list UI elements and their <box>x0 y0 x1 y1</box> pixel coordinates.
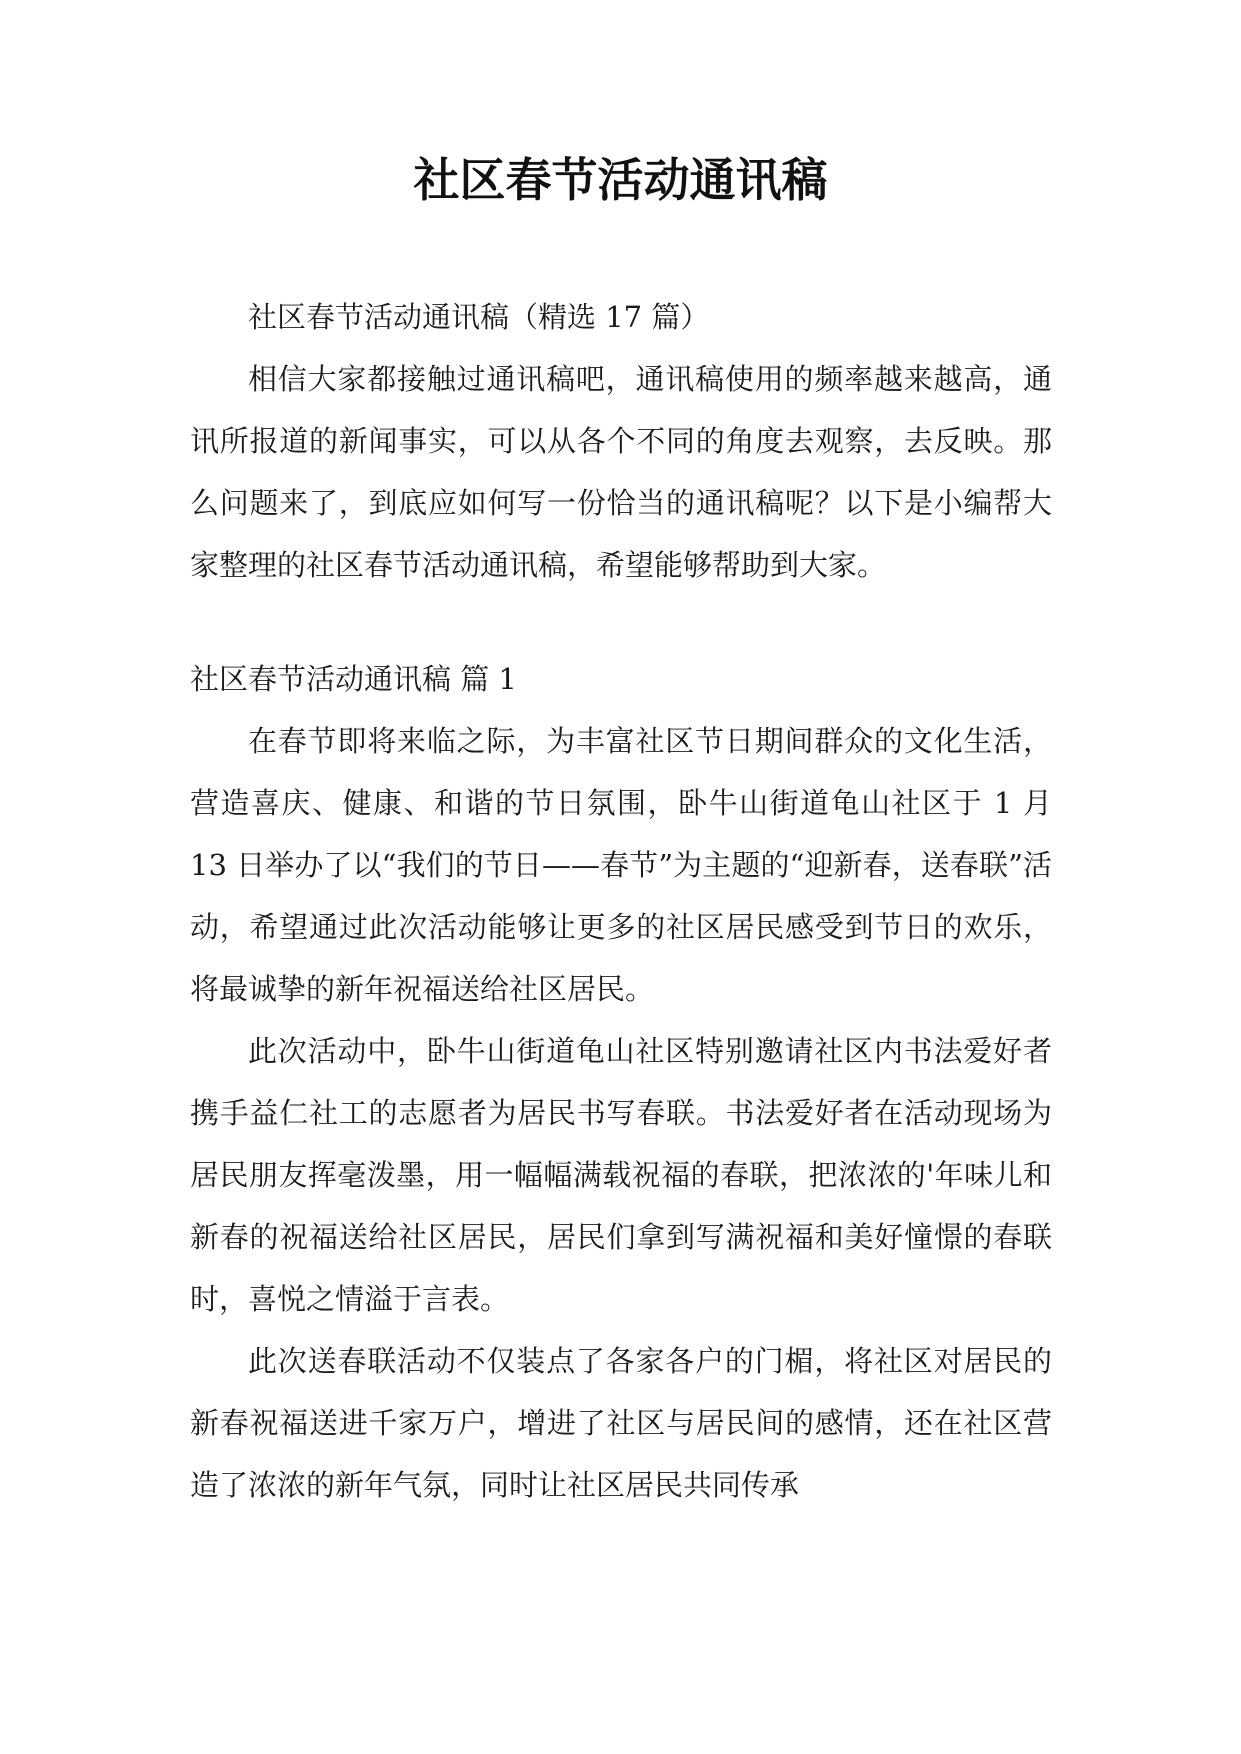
section-1-paragraph-1: 在春节即将来临之际，为丰富社区节日期间群众的文化生活，营造喜庆、健康、和谐的节日氛围，卧牛山街道龟山社区于 1 月 13 日举办了以“我们的节日——春节”为主题的“迎新春，送春联”活动，希望通过此次活动能够让更多的社区居民感受到节日的欢乐，将最诚挚的新年祝福送给社区居民。 <box>190 724 1052 1006</box>
section-1-paragraph-3: 此次送春联活动不仅装点了各家各户的门楣，将社区对居民的新春祝福送进千家万户，增进了社区与居民间的感情，还在社区营造了浓浓的新年气氛，同时让社区居民共同传承 <box>190 1344 1052 1502</box>
section-1-heading: 社区春节活动通讯稿 篇 1 <box>190 662 517 696</box>
intro-paragraph: 相信大家都接触过通讯稿吧，通讯稿使用的频率越来越高，通讯所报道的新闻事实，可以从各个不同的角度去观察，去反映。那么问题来了，到底应如何写一份恰当的通讯稿呢？以下是小编帮大家整理的社区春节活动通讯稿，希望能够帮助到大家。 <box>190 362 1052 582</box>
intro-heading: 社区春节活动通讯稿（精选 17 篇） <box>248 300 710 334</box>
section-1-paragraph-2: 此次活动中，卧牛山街道龟山社区特别邀请社区内书法爱好者携手益仁社工的志愿者为居民书写春联。书法爱好者在活动现场为居民朋友挥毫泼墨，用一幅幅满载祝福的春联，把浓浓的'年味儿和新春的祝福送给社区居民，居民们拿到写满祝福和美好憧憬的春联时，喜悦之情溢于言表。 <box>190 1034 1052 1316</box>
document-title: 社区春节活动通讯稿 <box>413 153 828 207</box>
document-body <box>190 286 1052 1516</box>
